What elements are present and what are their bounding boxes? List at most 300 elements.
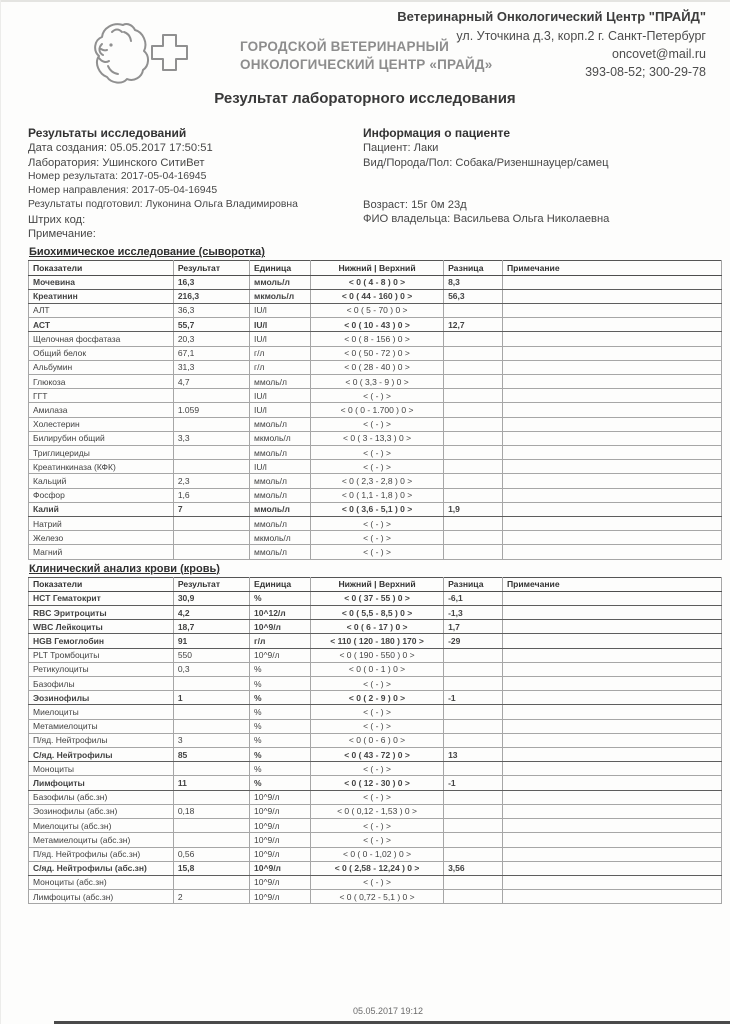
cell-name: П/яд. Нейтрофилы (абс.зн)	[29, 847, 174, 861]
table-row	[29, 474, 722, 488]
cell-result	[173, 517, 249, 531]
cell-diff	[444, 705, 503, 719]
cell-range: < 0 ( 2,58 - 12,24 ) 0 >	[311, 861, 444, 875]
cell-result: 3,3	[173, 431, 249, 445]
cell-note	[502, 431, 721, 445]
table-row	[29, 431, 722, 445]
cell-result: 55,7	[173, 318, 249, 332]
cell-range: < ( - ) >	[311, 790, 444, 804]
info-line-referral-number: Номер направления: 2017-05-04-16945	[28, 185, 218, 197]
cell-result: 550	[173, 648, 249, 662]
cell-result: 4,2	[173, 606, 249, 620]
cell-name: Калий	[29, 502, 174, 516]
cell-range: < 0 ( 5 - 70 ) 0 >	[311, 303, 444, 317]
cell-unit: ммоль/л	[250, 446, 311, 460]
cell-diff: 13	[444, 748, 503, 762]
cell-result	[173, 545, 249, 559]
cell-unit: %	[250, 691, 311, 705]
cell-unit: ммоль/л	[250, 417, 311, 431]
table-row	[29, 502, 722, 516]
cell-range: < 0 ( 0 - 6 ) 0 >	[311, 733, 444, 747]
cell-note	[502, 691, 721, 705]
cell-name: С/яд. Нейтрофилы	[29, 748, 174, 762]
cell-result	[173, 719, 249, 733]
cell-unit: %	[250, 662, 311, 676]
cell-unit: 10^9/л	[250, 804, 311, 818]
table-row	[29, 417, 722, 431]
cell-result: 18,7	[173, 620, 249, 634]
cell-range: < 110 ( 120 - 180 ) 170 >	[311, 634, 444, 648]
cell-result	[173, 819, 249, 833]
cell-range: < ( - ) >	[311, 460, 444, 474]
table-row	[29, 545, 722, 559]
document-body	[28, 126, 722, 1016]
cell-diff: -1	[444, 776, 503, 790]
info-line-patient: Пациент: Лаки	[363, 142, 439, 155]
cell-note	[502, 389, 721, 403]
cell-note	[502, 517, 721, 531]
cell-note	[502, 289, 721, 303]
cell-unit: 10^9/л	[250, 620, 311, 634]
column-header-indicator: Показатели	[29, 577, 174, 591]
cell-unit: %	[250, 591, 311, 605]
cell-range: < ( - ) >	[311, 719, 444, 733]
cell-result: 3	[173, 733, 249, 747]
info-line-owner: ФИО владельца: Васильева Ольга Николаевна	[363, 213, 610, 226]
cell-range: < ( - ) >	[311, 762, 444, 776]
cell-unit: 10^9/л	[250, 875, 311, 889]
cell-unit: %	[250, 776, 311, 790]
table-row	[29, 733, 722, 747]
cell-result: 4,7	[173, 375, 249, 389]
cell-result	[173, 531, 249, 545]
cell-diff	[444, 460, 503, 474]
cell-note	[502, 662, 721, 676]
cell-range: < ( - ) >	[311, 389, 444, 403]
cell-diff	[444, 303, 503, 317]
cell-result: 91	[173, 634, 249, 648]
cell-diff	[444, 804, 503, 818]
cell-name: АЛТ	[29, 303, 174, 317]
cell-range: < 0 ( 0 - 1 ) 0 >	[311, 662, 444, 676]
cell-result: 67,1	[173, 346, 249, 360]
cell-name: Ретикулоциты	[29, 662, 174, 676]
cell-name: Холестерин	[29, 417, 174, 431]
table-row	[29, 662, 722, 676]
cell-range: < ( - ) >	[311, 875, 444, 889]
cell-range: < 0 ( 8 - 156 ) 0 >	[311, 332, 444, 346]
clinic-phones: 393-08-52; 300-29-78	[585, 65, 706, 80]
cell-result: 11	[173, 776, 249, 790]
cell-unit: %	[250, 677, 311, 691]
cell-range: < 0 ( 0 - 1,02 ) 0 >	[311, 847, 444, 861]
scan-artifact-left-edge	[0, 0, 1, 1024]
column-header-range: Нижний | Верхний	[311, 261, 444, 275]
column-header-note: Примечание	[502, 261, 721, 275]
cell-note	[502, 303, 721, 317]
cell-note	[502, 460, 721, 474]
cell-diff	[444, 375, 503, 389]
table-row	[29, 719, 722, 733]
table-row	[29, 303, 722, 317]
cell-unit: %	[250, 748, 311, 762]
cell-result: 30,9	[173, 591, 249, 605]
cell-note	[502, 446, 721, 460]
table-row	[29, 677, 722, 691]
document-title: Результат лабораторного исследования	[214, 90, 516, 107]
cell-range: < 0 ( 5,5 - 8,5 ) 0 >	[311, 606, 444, 620]
lion-logo-icon	[90, 20, 232, 86]
cell-result: 16,3	[173, 275, 249, 289]
cell-diff	[444, 819, 503, 833]
cell-diff	[444, 446, 503, 460]
cell-note	[502, 634, 721, 648]
cell-name: Эозинофилы (абс.зн)	[29, 804, 174, 818]
cell-note	[502, 332, 721, 346]
logo-org-name-line2: ОНКОЛОГИЧЕСКИЙ ЦЕНТР «ПРАЙД»	[240, 57, 493, 73]
cell-diff	[444, 332, 503, 346]
cell-unit: мкмоль/л	[250, 531, 311, 545]
cell-note	[502, 875, 721, 889]
cell-diff	[444, 517, 503, 531]
table-row	[29, 389, 722, 403]
cell-range: < ( - ) >	[311, 517, 444, 531]
cell-name: WBC Лейкоциты	[29, 620, 174, 634]
cell-result	[173, 705, 249, 719]
table-row	[29, 446, 722, 460]
cell-range: < ( - ) >	[311, 531, 444, 545]
cell-note	[502, 403, 721, 417]
cell-diff	[444, 431, 503, 445]
cell-result	[173, 762, 249, 776]
clinic-address: ул. Уточкина д.3, корп.2 г. Санкт-Петербург	[456, 28, 706, 43]
table-row	[29, 275, 722, 289]
cell-diff	[444, 417, 503, 431]
cell-range: < 0 ( 2,3 - 2,8 ) 0 >	[311, 474, 444, 488]
table-row	[29, 289, 722, 303]
table-row	[29, 804, 722, 818]
cell-name: Миелоциты	[29, 705, 174, 719]
cell-result	[173, 833, 249, 847]
cell-unit: ммоль/л	[250, 545, 311, 559]
print-timestamp: 05.05.2017 19:12	[352, 1006, 424, 1017]
logo-org-name-line1: ГОРОДСКОЙ ВЕТЕРИНАРНЫЙ	[240, 39, 449, 54]
cell-diff: 56,3	[444, 289, 503, 303]
cell-result	[173, 790, 249, 804]
cell-range: < 0 ( 37 - 55 ) 0 >	[311, 591, 444, 605]
table-row	[29, 403, 722, 417]
table-header-row	[29, 261, 722, 275]
cell-name: П/яд. Нейтрофилы	[29, 733, 174, 747]
cell-note	[502, 719, 721, 733]
cell-range: < 0 ( 50 - 72 ) 0 >	[311, 346, 444, 360]
cell-range: < 0 ( 43 - 72 ) 0 >	[311, 748, 444, 762]
cell-name: RBC Эритроциты	[29, 606, 174, 620]
cell-name: HCT Гематокрит	[29, 591, 174, 605]
results-info-block	[28, 126, 363, 241]
cell-range: < 0 ( 3 - 13,3 ) 0 >	[311, 431, 444, 445]
cell-unit: 10^9/л	[250, 861, 311, 875]
column-header-result: Результат	[173, 261, 249, 275]
table-header-row	[29, 577, 722, 591]
cell-name: Общий белок	[29, 346, 174, 360]
cell-result	[173, 677, 249, 691]
cell-name: Моноциты (абс.зн)	[29, 875, 174, 889]
cell-note	[502, 474, 721, 488]
cell-unit: IU/l	[250, 332, 311, 346]
cell-note	[502, 417, 721, 431]
cell-note	[502, 804, 721, 818]
cell-result: 0,56	[173, 847, 249, 861]
cell-note	[502, 346, 721, 360]
table-row	[29, 346, 722, 360]
cell-diff: -6,1	[444, 591, 503, 605]
cell-name: Лимфоциты (абс.зн)	[29, 890, 174, 904]
table-row	[29, 360, 722, 374]
cell-note	[502, 318, 721, 332]
column-header-difference: Разница	[444, 577, 503, 591]
cell-name: Моноциты	[29, 762, 174, 776]
cell-note	[502, 748, 721, 762]
cell-diff	[444, 890, 503, 904]
cell-note	[502, 545, 721, 559]
cell-result: 31,3	[173, 360, 249, 374]
table-row	[29, 460, 722, 474]
cell-range: < 0 ( 10 - 43 ) 0 >	[311, 318, 444, 332]
cell-diff	[444, 875, 503, 889]
cell-result	[173, 875, 249, 889]
cell-result: 20,3	[173, 332, 249, 346]
cell-note	[502, 591, 721, 605]
table-row	[29, 648, 722, 662]
cell-note	[502, 833, 721, 847]
cell-name: Железо	[29, 531, 174, 545]
cell-name: Базофилы (абс.зн)	[29, 790, 174, 804]
cell-name: Мочевина	[29, 275, 174, 289]
results-info-lines	[28, 141, 363, 241]
cell-unit: мкмоль/л	[250, 431, 311, 445]
cell-diff	[444, 488, 503, 502]
column-header-unit: Единица	[250, 261, 311, 275]
cell-name: HGB Гемоглобин	[29, 634, 174, 648]
cell-diff	[444, 677, 503, 691]
cell-result	[173, 389, 249, 403]
cell-range: < 0 ( 6 - 17 ) 0 >	[311, 620, 444, 634]
cell-name: Магний	[29, 545, 174, 559]
info-line-laboratory: Лаборатория: Ушинского СитиВет	[28, 156, 205, 169]
cell-diff	[444, 847, 503, 861]
cell-diff	[444, 360, 503, 374]
info-line-age: Возраст: 15г 0м 23д	[363, 198, 467, 211]
results-info-heading: Результаты исследований	[28, 126, 187, 140]
cell-range: < 0 ( 12 - 30 ) 0 >	[311, 776, 444, 790]
cell-result: 0,3	[173, 662, 249, 676]
table-row	[29, 875, 722, 889]
table-row	[29, 318, 722, 332]
column-header-unit: Единица	[250, 577, 311, 591]
cell-name: Креатинкиназа (КФК)	[29, 460, 174, 474]
table-row	[29, 705, 722, 719]
cell-result: 1	[173, 691, 249, 705]
cell-range: < 0 ( 3,6 - 5,1 ) 0 >	[311, 502, 444, 516]
cell-name: Триглицериды	[29, 446, 174, 460]
cell-unit: %	[250, 762, 311, 776]
cell-note	[502, 861, 721, 875]
table-row	[29, 833, 722, 847]
table-row	[29, 332, 722, 346]
cell-unit: ммоль/л	[250, 275, 311, 289]
table-row	[29, 375, 722, 389]
cell-note	[502, 620, 721, 634]
cell-unit: IU/l	[250, 303, 311, 317]
table-row	[29, 517, 722, 531]
cell-result: 15,8	[173, 861, 249, 875]
patient-info-heading: Информация о пациенте	[363, 126, 511, 140]
clinic-name: Ветеринарный Онкологический Центр "ПРАЙД"	[397, 9, 706, 24]
cell-range: < 0 ( 28 - 40 ) 0 >	[311, 360, 444, 374]
cell-diff: 1,9	[444, 502, 503, 516]
cell-diff	[444, 531, 503, 545]
table-row	[29, 531, 722, 545]
cell-note	[502, 606, 721, 620]
cell-name: Глюкоза	[29, 375, 174, 389]
cell-name: Билирубин общий	[29, 431, 174, 445]
cell-name: Метамиелоциты (абс.зн)	[29, 833, 174, 847]
cell-unit: ммоль/л	[250, 488, 311, 502]
cell-diff: -1	[444, 691, 503, 705]
table-row	[29, 748, 722, 762]
cell-diff	[444, 833, 503, 847]
cell-range: < ( - ) >	[311, 545, 444, 559]
cell-unit: мкмоль/л	[250, 289, 311, 303]
cell-diff	[444, 346, 503, 360]
cell-unit: IU/l	[250, 389, 311, 403]
cell-result: 85	[173, 748, 249, 762]
cell-unit: 10^9/л	[250, 847, 311, 861]
cell-range: < 0 ( 0,12 - 1,53 ) 0 >	[311, 804, 444, 818]
cell-diff: -29	[444, 634, 503, 648]
table-row	[29, 861, 722, 875]
cell-name: Базофилы	[29, 677, 174, 691]
cell-name: PLT Тромбоциты	[29, 648, 174, 662]
cell-name: Амилаза	[29, 403, 174, 417]
cell-range: < ( - ) >	[311, 819, 444, 833]
cell-unit: IU/l	[250, 318, 311, 332]
cell-range: < 0 ( 44 - 160 ) 0 >	[311, 289, 444, 303]
cell-diff	[444, 733, 503, 747]
cell-unit: IU/l	[250, 460, 311, 474]
cell-range: < ( - ) >	[311, 705, 444, 719]
cell-name: Лимфоциты	[29, 776, 174, 790]
cell-range: < 0 ( 2 - 9 ) 0 >	[311, 691, 444, 705]
cell-unit: %	[250, 719, 311, 733]
cell-diff	[444, 762, 503, 776]
clinic-contact-block	[397, 8, 706, 81]
cell-diff	[444, 474, 503, 488]
cell-note	[502, 705, 721, 719]
cell-note	[502, 847, 721, 861]
cell-result: 7	[173, 502, 249, 516]
cell-unit: 10^9/л	[250, 890, 311, 904]
cell-range: < 0 ( 0 - 1.700 ) 0 >	[311, 403, 444, 417]
cell-result: 36,3	[173, 303, 249, 317]
table-row	[29, 606, 722, 620]
cell-diff: 1,7	[444, 620, 503, 634]
cell-name: С/яд. Нейтрофилы (абс.зн)	[29, 861, 174, 875]
biochemistry-table	[28, 260, 722, 559]
info-line-prepared-by: Результаты подготовил: Луконина Ольга Владимировна	[28, 199, 298, 211]
cbc-table	[28, 577, 722, 905]
cell-unit: 10^9/л	[250, 819, 311, 833]
cell-name: АСТ	[29, 318, 174, 332]
cell-note	[502, 488, 721, 502]
cell-name: Альбумин	[29, 360, 174, 374]
cell-note	[502, 360, 721, 374]
cell-result: 2,3	[173, 474, 249, 488]
cell-name: Кальций	[29, 474, 174, 488]
cell-unit: г/л	[250, 346, 311, 360]
cell-note	[502, 776, 721, 790]
info-line-species: Вид/Порода/Пол: Собака/Ризеншнауцер/самец	[363, 156, 609, 169]
table-row	[29, 634, 722, 648]
cell-range: < ( - ) >	[311, 417, 444, 431]
table-row	[29, 620, 722, 634]
cell-result: 1,6	[173, 488, 249, 502]
cell-diff	[444, 403, 503, 417]
cell-unit: 10^9/л	[250, 790, 311, 804]
cell-result	[173, 446, 249, 460]
cell-unit: %	[250, 733, 311, 747]
cell-diff: 12,7	[444, 318, 503, 332]
cell-unit: ммоль/л	[250, 375, 311, 389]
cell-note	[502, 502, 721, 516]
cell-unit: ммоль/л	[250, 502, 311, 516]
cell-note	[502, 819, 721, 833]
info-line-note: Примечание:	[28, 228, 96, 241]
info-line-created: Дата создания: 05.05.2017 17:50:51	[28, 142, 213, 155]
cell-diff: -1,3	[444, 606, 503, 620]
cell-unit: %	[250, 705, 311, 719]
cell-range: < 0 ( 190 - 550 ) 0 >	[311, 648, 444, 662]
cell-unit: г/л	[250, 634, 311, 648]
cell-name: Фосфор	[29, 488, 174, 502]
cell-range: < 0 ( 0,72 - 5,1 ) 0 >	[311, 890, 444, 904]
cell-diff	[444, 648, 503, 662]
cell-result: 216,3	[173, 289, 249, 303]
cell-note	[502, 648, 721, 662]
info-line-result-number: Номер результата: 2017-05-04-16945	[28, 170, 207, 182]
cell-note	[502, 275, 721, 289]
cell-name: Щелочная фосфатаза	[29, 332, 174, 346]
cell-name: ГГТ	[29, 389, 174, 403]
table-row	[29, 691, 722, 705]
column-header-range: Нижний | Верхний	[311, 577, 444, 591]
cell-note	[502, 890, 721, 904]
info-spacer	[363, 170, 609, 198]
cell-unit: ммоль/л	[250, 517, 311, 531]
cell-range: < ( - ) >	[311, 833, 444, 847]
section-title-cbc: Клинический анализ крови (кровь)	[29, 562, 220, 575]
cell-range: < 0 ( 4 - 8 ) 0 >	[311, 275, 444, 289]
cell-diff	[444, 719, 503, 733]
cell-range: < 0 ( 1,1 - 1,8 ) 0 >	[311, 488, 444, 502]
cell-note	[502, 733, 721, 747]
cell-note	[502, 531, 721, 545]
table-row	[29, 790, 722, 804]
column-header-difference: Разница	[444, 261, 503, 275]
cell-result: 1.059	[173, 403, 249, 417]
cell-note	[502, 762, 721, 776]
